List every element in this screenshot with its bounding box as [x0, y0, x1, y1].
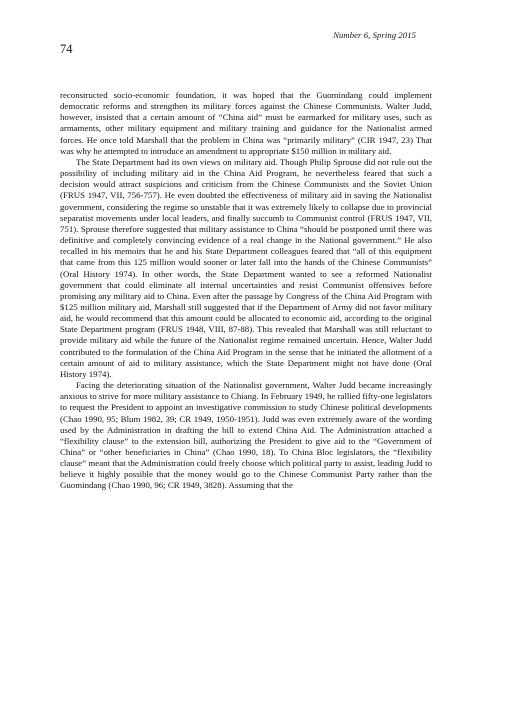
paragraph-1: reconstructed socio-economic foundation, it was hoped that the Guomindang could implement democratic reforms and strengthen its military forces against the Chinese Communists. Walter Judd, however, insisted that a certain amount of “China aid” must be earmarked for military uses, such as armaments, other military equipment and military training and guidance for the Nationalist armed forces. He once told Marshall that the problem in China was “primarily military” (CIR 1947, 23) That was why he attempted to introduce an amendment to appropriate $150 million in military aid.	[60, 90, 432, 156]
paragraph-3: Facing the deteriorating situation of the Nationalist government, Walter Judd became increasingly anxious to strive for more military assistance to Chiang. In February 1949, he rallied fifty-one legislators to request the President to appoint an investigative commission to study Chinese political developments (Chao 1990, 95; Blum 1982, 39; CR 1949, 1950-1951). Judd was even extremely aware of the wording used by the Administration in drafting the bill to extend China Aid. The Administration attached a “flexibility clause” to the extension bill, authorizing the President to give aid to the “Government of China” or “other beneficiaries in China” (Chao 1990, 18). To China Bloc legislators, the “flexibility clause” meant that the Administration could freely choose which political party to assist, leading Judd to believe it highly possible that the money would go to the Chinese Communist Party rather than the Guomindang (Chao 1990, 96; CR 1949, 3828). Assuming that the	[60, 380, 432, 491]
paragraph-2: The State Department had its own views on military aid. Though Philip Sprouse did not rule out the possibility of including military aid in the China Aid Program, he nevertheless feared that such a decision would attract suspicions and criticism from the Chinese Communists and the Soviet Union (FRUS 1947, VII, 756-757). He even doubted the effectiveness of military aid in saving the Nationalist government, considering the regime so unstable that it was extremely likely to collapse due to provincial separatist movements under local leaders, and finally succumb to Communist control (FRUS 1947, VII, 751). Sprouse therefore suggested that military assistance to China “should be postponed until there was definitive and completely convincing evidence of a real change in the National government.” He also recalled in his memoirs that he and his State Department colleagues feared that “all of this equipment that came from this 125 million would sooner or later fall into the hands of the Chinese Communists” (Oral History 1974). In other words, the State Department wanted to see a reformed Nationalist government that could eliminate all internal uncertainties and resist Communist offensives before promising any military aid to China. Even after the passage by Congress of the China Aid Program with $125 million military aid, Marshall still suggested that if the Department of Army did not favor military aid, he would recommend that this amount could be allocated to economic aid, according to the original State Department program (FRUS 1948, VIII, 87-88). This revealed that Marshall was still reluctant to provide military aid while the future of the Nationalist regime remained uncertain. Hence, Walter Judd contributed to the formulation of the China Aid Program in the sense that he initiated the allotment of a certain amount of aid to military assistance, which the State Department might not have done (Oral History 1974).	[60, 156, 432, 379]
body-text	[60, 90, 432, 492]
running-header: Number 6, Spring 2015	[333, 30, 416, 40]
page-number: 74	[60, 42, 73, 56]
